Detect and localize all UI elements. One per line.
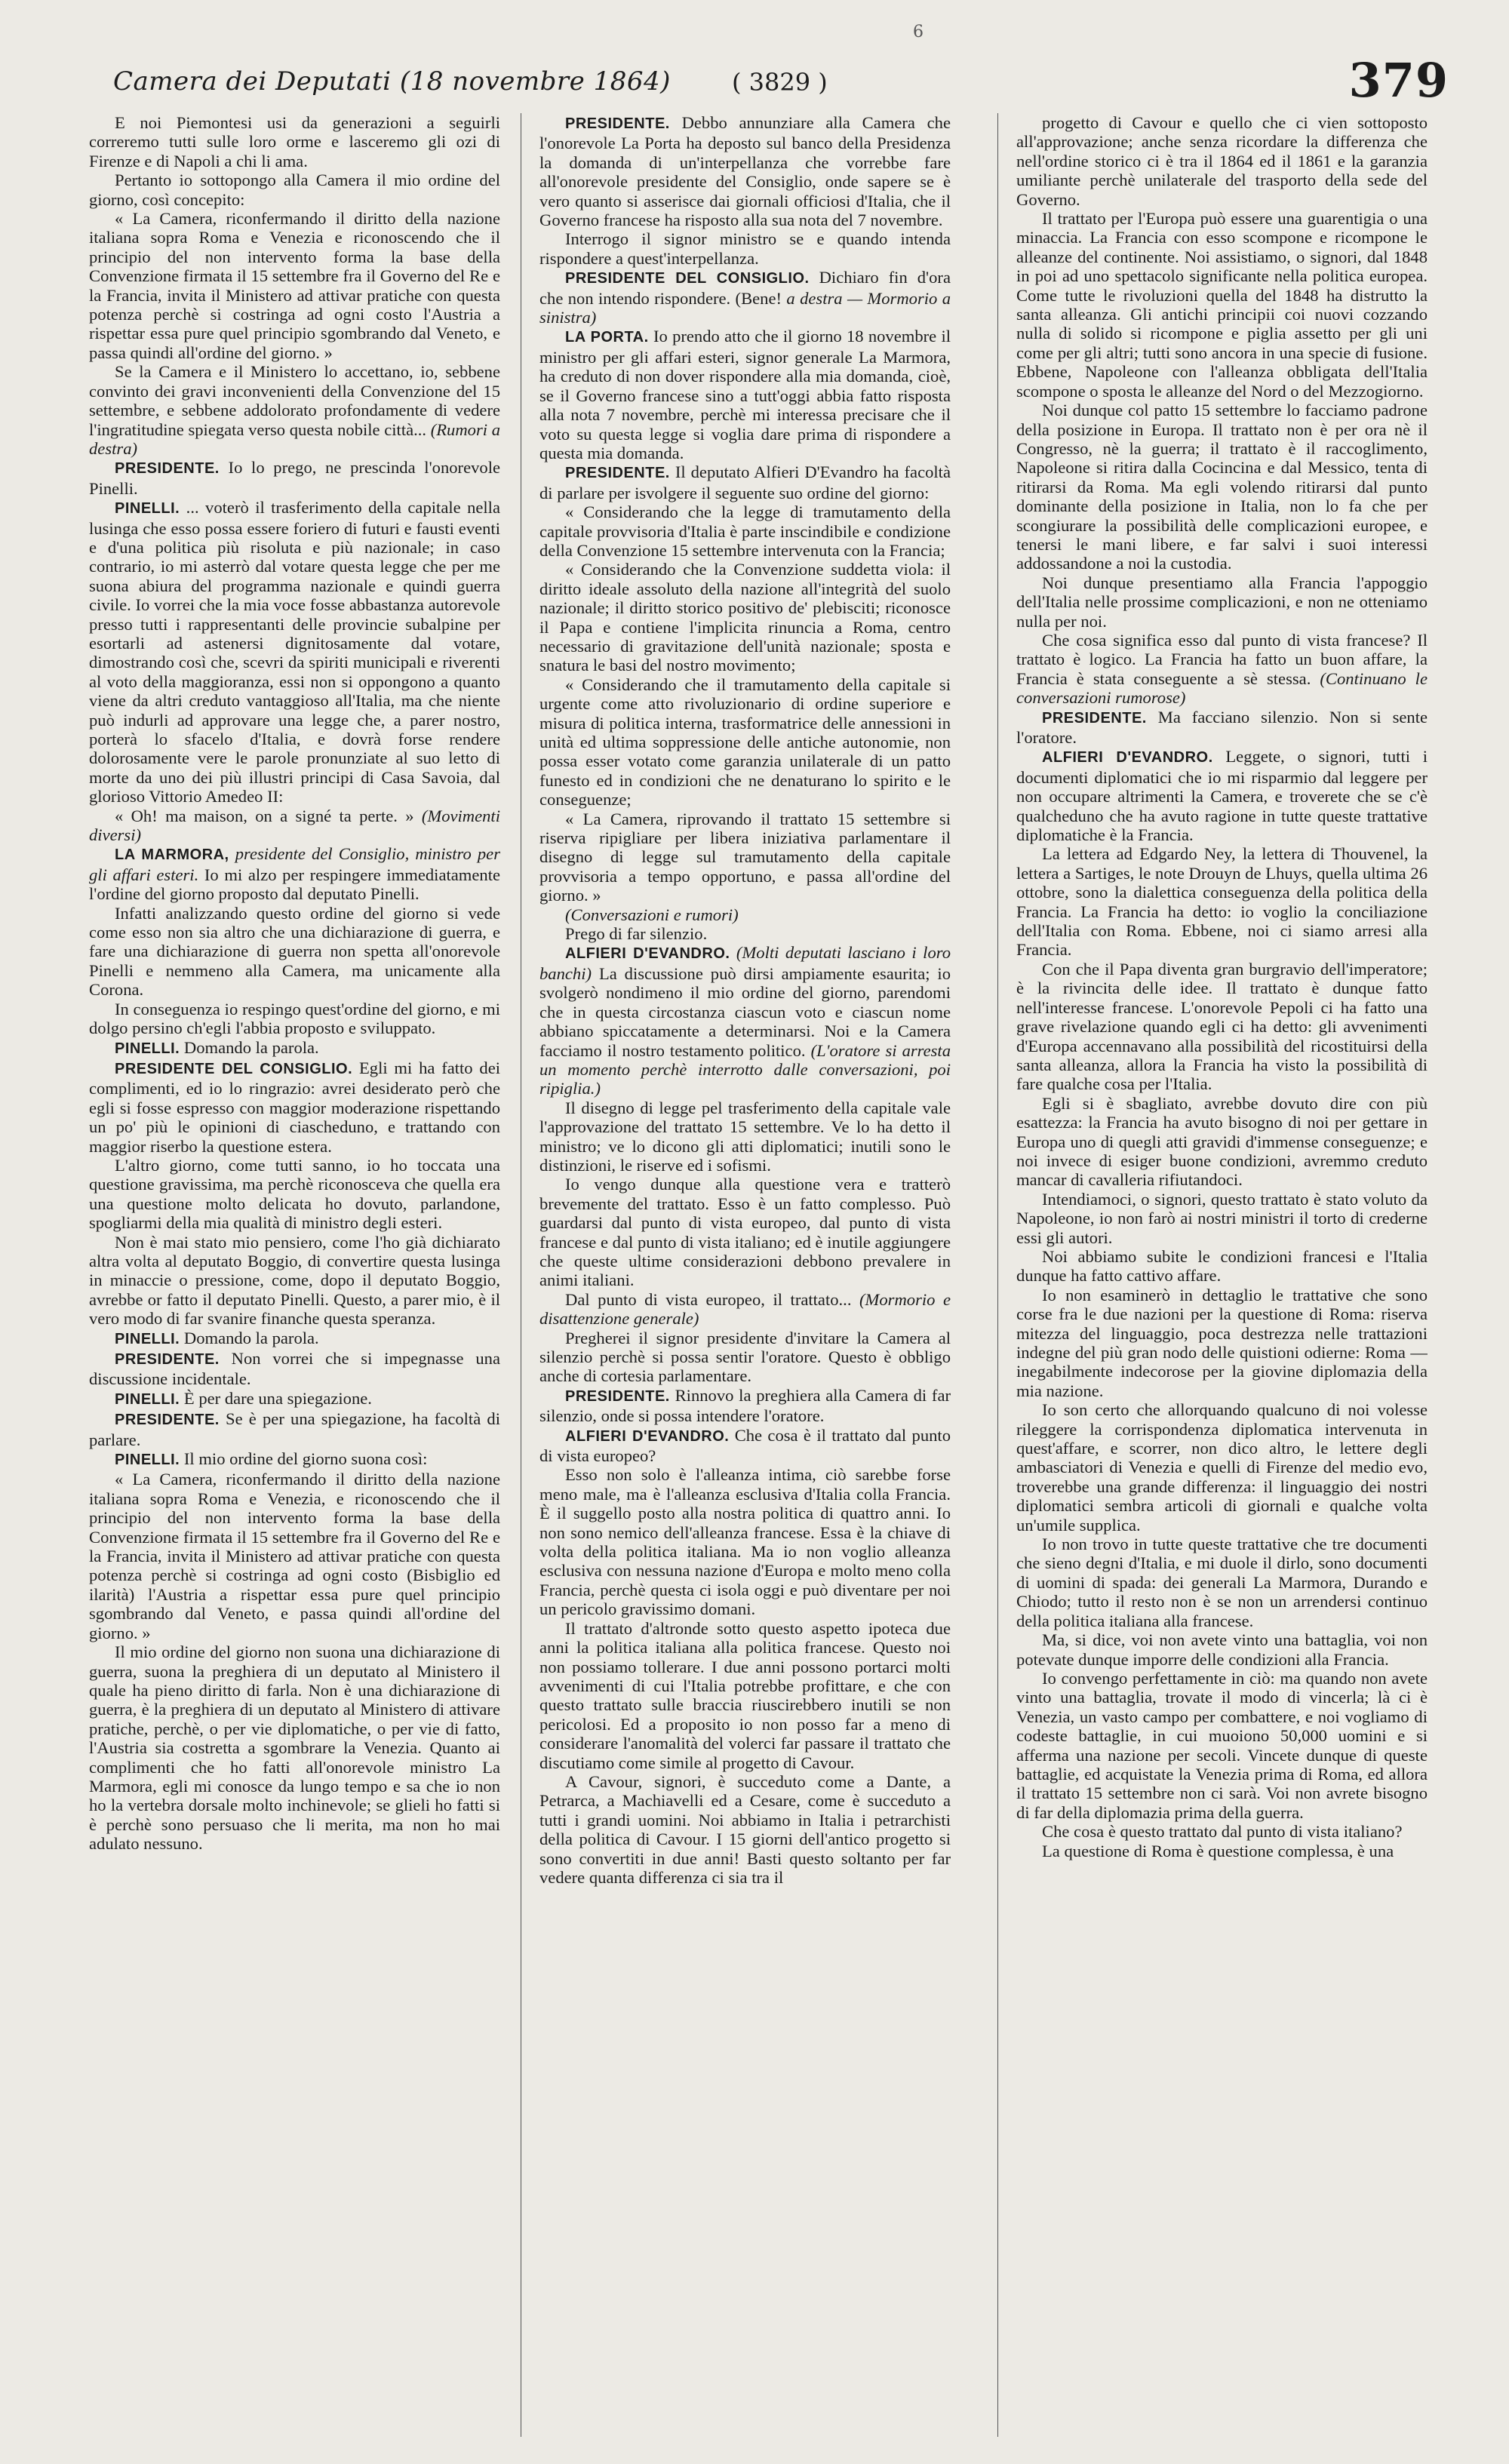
speaker-name: ALFIERI D'EVANDRO.	[565, 945, 730, 963]
paragraph	[539, 1619, 951, 1772]
paragraph-text: Se è per una spiegazione, ha facoltà di parlare.	[89, 1409, 500, 1449]
paragraph-text: Noi dunque presentiamo alla Francia l'appoggio dell'Italia nelle prossime complicazioni, e non ne otteniamo nulla per noi.	[1016, 573, 1428, 631]
paragraph	[539, 560, 951, 674]
paragraph	[1016, 1190, 1428, 1247]
paragraph-text: Dichiaro fin d'ora che non intendo rispondere. (Bene!	[539, 268, 951, 308]
paragraph-text: Io son certo che allorquando qualcuno di noi volesse rileggere la corrispondenza diplomatica intervenuta in quest'affare, e scorrer, non dico altro, le lettere degli ambasciatori di Venezia e quelli di Firenze del medio evo, troverebbe una grande differenza: il linguaggio dei nostri diplomatici sembra articoli di giornali e qualche volta un'umile supplica.	[1016, 1400, 1428, 1535]
paragraph-text: È per dare una spiegazione.	[183, 1388, 372, 1408]
paragraph-text: progetto di Cavour e quello che ci vien sottoposto all'approvazione; anche senza ricordare la differenza che nell'ordine storico ci è tra il 1864 ed il 1861 e la garanzia umiliante perchè unilaterale del trasporto della sede del Governo.	[1016, 113, 1428, 209]
paragraph	[1016, 708, 1428, 748]
paragraph	[89, 171, 500, 209]
speaker-name: ALFIERI D'EVANDRO.	[565, 1427, 730, 1445]
column-divider	[997, 113, 998, 2437]
paragraph	[1016, 1400, 1428, 1535]
speaker-name: PRESIDENTE.	[565, 465, 670, 482]
speaker-role: (Molti deputati lasciano i loro banchi)	[539, 943, 951, 983]
paragraph	[89, 209, 500, 362]
paragraph-text: Il disegno di legge pel trasferimento della capitale vale l'approvazione del trattato 15 settembre. Ve lo ha detto il ministro; ve lo dicono gli atti diplomatici; inutili sono le distinzioni, le riserve ed i sofismi.	[539, 1098, 951, 1175]
paragraph	[89, 806, 500, 845]
paragraph-text: Egli si è sbagliato, avrebbe dovuto dire con più esattezza: la Francia ha avuto bisogno di noi per gettare in Europa uno di quegli atti gravidi d'immense conseguenze; e noi invece di esiger buone condizioni, avremmo creduto mancar di cavalleria rifiutandoci.	[1016, 1093, 1428, 1190]
paragraph-text: Che cosa è questo trattato dal punto di vista italiano?	[1042, 1822, 1403, 1842]
speaker-name: ALFIERI D'EVANDRO.	[1042, 749, 1213, 767]
paragraph	[1016, 113, 1428, 209]
paragraph-text: Con che il Papa diventa gran burgravio dell'imperatore; è la rivincita delle idee. Il trattato è dunque fatto nell'interesse francese. L'onorevole Pepoli ci ha fatto una grave rivelazione quando egli ci ha detto: gli avvenimenti d'Europa accennavano alla possibilità del ricostituirsi della santa alleanza, allora la Francia ha visto la possibilità di fare qualche cosa per l'Italia.	[1016, 959, 1428, 1094]
paragraph-text: Io non trovo in tutte queste trattative che tre documenti che sieno degni d'Italia, e mi duole il dirlo, sono documenti di uomini di spada: dei generali La Marmora, Durando e Chiodo; tutto il resto non è se non un arrendersi continuo della politica italiana alla francese.	[1016, 1535, 1428, 1630]
paragraph	[1016, 1822, 1428, 1841]
paragraph	[539, 1290, 951, 1329]
header-title: Camera dei Deputati (18 novembre 1864)	[113, 66, 671, 97]
paragraph-text: Domando la parola.	[183, 1037, 319, 1057]
paragraph-text: « La Camera, riconfermando il diritto della nazione italiana sopra Roma e Venezia, e riconoscendo che il principio del non intervento forma la base della Convenzione firmata il 15 settembre fra il Governo del Re e la Francia, invita il Ministero ad attivar pratiche con questa potenza perchè si costringa ad ogni costo (Bisbiglio ed ilarità) l'Austria a rispettar essa pure quel principio sgombrando dal Veneto, e passa quindi all'ordine del giorno. »	[89, 1470, 500, 1642]
paragraph	[89, 844, 500, 903]
paragraph-text: Rinnovo la preghiera alla Camera di far silenzio, onde si possa intendere l'oratore.	[539, 1385, 951, 1426]
paragraph-text: Se la Camera e il Ministero lo accettano, io, sebbene convinto dei gravi inconvenienti della Convenzione del 15 settembre, e sebbene addolorato profondamente di vedere l'ingratitudine spiegata verso questa nobile città...	[89, 362, 500, 439]
paragraph	[539, 113, 951, 229]
paragraph-text: Il mio ordine del giorno non suona una dichiarazione di guerra, suona la preghiera di un deputato al Ministero il quale ha pieno diritto di farla. Non è una dichiarazione di guerra, è la preghiera di un deputato al Ministero di attivare pratiche, perchè, o per vie diplomatiche, o per vie di fatto, l'Austria sia costretta a sgombrare la Venezia. Quanto ai complimenti che ho fatti all'onorevole ministro La Marmora, egli mi conosce da lungo tempo e sa che io non ho la vertebra dorsale molto inchinevole; se glieli ho fatti si è perchè sono persuaso che li merita, ma non ho mai adulato nessuno.	[89, 1642, 500, 1854]
paragraph-text: Il trattato per l'Europa può essere una guarentigia o una minaccia. La Francia con esso scompone e ricompone le alleanze del continente. Noi assistiamo, o signori, dal 1848 in poi ad uno spettacolo significante nella politica europea. Come tutte le rivoluzioni quella del 1848 ha distrutto la santa alleanza. Gli antichi principii coi nuovi cozzando nulla di solido si ricompone e piglia assetto per gli uni come per gli altri; tutti sono ancora in una specie di fusione. Ebbene, Napoleone con l'alleanza obbligata dell'Italia scompone o sposta le alleanze del Nord o del Mezzogiorno.	[1016, 209, 1428, 401]
speaker-name: PRESIDENTE.	[115, 1351, 220, 1368]
paragraph	[89, 113, 500, 171]
paragraph-text: Io prendo atto che il giorno 18 novembre il ministro per gli affari esteri, signor generale La Marmora, ha creduto di non dover rispondere alla mia domanda, cioè, se il Governo francese sino a tutt'oggi abbia fatto risposta alla nota 7 novembre, perchè mi interessa precisare che il voto su questa legge si voglia dare prima di rispondere a questa mia domanda.	[539, 327, 951, 462]
paragraph-text: ... voterò il trasferimento della capitale nella lusinga che esso possa essere foriero di futuri e fausti eventi e d'una politica più risoluta e più nazionale; in caso contrario, io mi asterrò dal votare questa legge che per me suona abiura del programma nazionale e quindi guerra civile. Io vorrei che la mia voce fosse abbastanza autorevole presso tutti i rappresentanti delle provincie subalpine per esortarli ad astenersi dignitosamente dal votare, dimostrando così che, scevri da spiriti municipali e riverenti al voto della maggioranza, essi non si oppongono a quanto viene da altri creduto vantaggioso all'Italia, ma che niente può indurli ad approvare una legge che, a parer nostro, porterà lo sfacelo d'Italia, e dovrà forse rendere dolorosamente vere le parole pronunziate al suo letto di morte da uno dei più illustri principi di Casa Savoia, dal glorioso Vittorio Amedeo II:	[89, 498, 500, 806]
stage-direction: a destra — Mormorio a sinistra)	[539, 288, 951, 327]
paragraph	[89, 1000, 500, 1038]
paragraph-text: Io convengo perfettamente in ciò: ma quando non avete vinto una battaglia, trovate il modo di vincerla; là ci è Venezia, un vasto campo per combattere, e noi vogliamo di codeste battaglie, in cui muoiono 50,000 uomini e si afferma una nazione per secoli. Vincete dunque di queste battaglie, ed acquistate la Venezia prima di Roma, ed allora il trattato 15 settembre non ci sarà. Voi non avrete bisogno di far della diplomazia prima della guerra.	[1016, 1668, 1428, 1822]
paragraph	[539, 1329, 951, 1386]
paragraph	[539, 675, 951, 810]
paragraph-text: Intendiamoci, o signori, questo trattato è stato voluto da Napoleone, io non farò ai nostri ministri il torto di crederne essi gli autori.	[1016, 1189, 1428, 1247]
paragraph	[89, 1156, 500, 1233]
paragraph-text: Prego di far silenzio.	[565, 924, 708, 944]
paragraph	[539, 1426, 951, 1466]
speaker-name: PRESIDENTE.	[565, 115, 670, 132]
paragraph	[539, 268, 951, 327]
text-column-1	[89, 113, 500, 2444]
paragraph-text: Esso non solo è l'alleanza intima, ciò sarebbe forse meno male, ma è l'alleanza esclusiva d'Italia colla Francia. È il suggello posto alla nostra politica di quattro anni. Io non sono nemico dell'alleanza francese. Essa è la chiave di volta della politica italiana. Ma io non voglio alleanza esclusiva con nessuna nazione d'Europa e molto meno colla Francia, perchè questa ci isola oggi e può diventare per noi un pericolo gravissimo domani.	[539, 1465, 951, 1619]
paragraph-text: Pregherei il signor presidente d'invitare la Camera al silenzio perchè si possa sentir l'oratore. Questo è obbligo anche di cortesia parlamentare.	[539, 1328, 951, 1386]
paragraph	[89, 1470, 500, 1642]
paragraph	[89, 1349, 500, 1389]
paragraph-text: Il trattato d'altronde sotto questo aspetto ipoteca due anni la politica italiana alla politica francese. Questo noi non possiamo tollerare. I due anni possono portarci molti avvenimenti di cui l'Italia potrebbe profittare, e che con questo trattato sulle braccia riuscirebbero inutili se non pericolosi. Ed a proposito io non posso far a meno di considerare l'anomalità del volerci far passare il trattato che discutiamo come simile al progetto di Cavour.	[539, 1618, 951, 1772]
paragraph	[1016, 1286, 1428, 1400]
paragraph-text: Il deputato Alfieri D'Evandro ha facoltà di parlare per isvolgere il seguente suo ordine del giorno:	[539, 462, 951, 502]
paragraph	[89, 1233, 500, 1329]
paragraph	[1016, 631, 1428, 708]
paragraph-text: Leggete, o signori, tutti i documenti diplomatici che io mi risparmio dal leggere per non occupare altrimenti la Camera, e troverete che se c'è qualcheduno che ha avuto ragione in tutte queste trattative diplomatiche è la Francia.	[1016, 747, 1428, 845]
paragraph-text: A Cavour, signori, è succeduto come a Dante, a Petrarca, a Machiavelli ed a Cesare, come è succeduto a tutti i grandi uomini. Noi abbiamo in Italia i petrarchisti della politica di Cavour. I 15 giorni dell'antico progetto si sono convertiti in due anni! Basti questo soltanto per far vedere quanta differenza ci sia tra il	[539, 1771, 951, 1887]
speaker-name: PINELLI.	[115, 1040, 180, 1057]
paragraph-text: Noi dunque col patto 15 settembre lo facciamo padrone della posizione in Europa. Il trattato non è per ora nè il Congresso, nè la guerra; il trattato è il raccoglimento, Napoleone si ritira dalla Cocincina e dal Messico, tenta di ritirarsi da Roma. Ma egli volendo ritirarsi dal punto dominante della posizione in Italia, non lo fa che per scongiurare la possibilità delle complicazioni europee, e tenersi le mani libere, e far salvi i suoi interessi addossandone a noi la custodia.	[1016, 401, 1428, 573]
paragraph-text: Che cosa significa esso dal punto di vista francese? Il trattato è logico. La Francia ha fatto un buon affare, la Francia è stata conseguente a sè stessa.	[1016, 630, 1428, 688]
speaker-name: PRESIDENTE.	[565, 1387, 670, 1405]
speaker-role: presidente del Consiglio, ministro per gli affari esteri.	[89, 844, 500, 884]
text-column-2	[539, 113, 951, 2444]
paragraph-text: « Considerando che il tramutamento della capitale si urgente come atto rivoluzionario di ordine superiore e misura di politica interna, trasformatrice delle annessioni in unità ed ultima soppressione delle antiche autonomie, non possa esser votato come garanzia unilaterale di un patto funesto ed in condizioni che ne denaturano lo spirito e le conseguenze;	[539, 674, 951, 810]
paragraph	[539, 1175, 951, 1289]
paragraph	[1016, 1535, 1428, 1630]
speaker-name: PINELLI.	[115, 1330, 180, 1347]
paragraph	[89, 1642, 500, 1853]
paragraph	[1016, 1842, 1428, 1860]
paragraph	[1016, 209, 1428, 401]
paragraph-text: Domando la parola.	[183, 1328, 319, 1347]
paragraph-text: Che cosa è il trattato dal punto di vista europeo?	[539, 1425, 951, 1466]
paragraph-text: Pertanto io sottopongo alla Camera il mio ordine del giorno, così concepito:	[89, 171, 500, 209]
paragraph-text: « Oh! ma maison, on a signé ta perte. »	[115, 806, 422, 825]
stage-direction: (Rumori a destra)	[89, 419, 500, 458]
paragraph	[89, 1449, 500, 1470]
paragraph	[539, 1386, 951, 1426]
speaker-name: PINELLI.	[115, 1390, 180, 1408]
paragraph-text: Io vengo dunque alla questione vera e tratterò brevemente del trattato. Esso è un fatto complesso. Può guardarsi dal punto di vista europeo, dal punto di vista francese e dal punto di vista italiano; ed è inutile aggiungere che queste ultime considerazioni debbono prevalere in animi italiani.	[539, 1175, 951, 1290]
page-header	[113, 53, 1456, 108]
paragraph-text: « Considerando che la legge di tramutamento della capitale provvisoria d'Italia è parte inscindibile e condizione della Convenzione 15 settembre intervenuta con la Francia;	[539, 502, 951, 560]
paragraph	[1016, 1094, 1428, 1190]
paragraph-text: « La Camera, riprovando il trattato 15 settembre si riserva ripigliare per libera iniziativa parlamentare il disegno di legge sul tramutamento della capitale provvisoria a tempo opportuno, e passa all'ordine del giorno. »	[539, 809, 951, 905]
paragraph	[539, 1098, 951, 1175]
paragraph	[539, 810, 951, 905]
paragraph-text: La discussione può dirsi ampiamente esaurita; io svolgerò nondimeno il mio ordine del giorno, parendomi che in questa circostanza ciascun voto e ciascun nome abbiano spiccatamente a determinarsi. Noi e la Camera facciamo il nostro testamento politico.	[539, 963, 951, 1060]
paragraph	[89, 498, 500, 806]
paragraph	[539, 943, 951, 1098]
paragraph	[89, 1409, 500, 1449]
paragraph	[1016, 844, 1428, 959]
paragraph	[539, 924, 951, 943]
paragraph	[1016, 401, 1428, 573]
paragraph	[89, 1038, 500, 1058]
speaker-name: PRESIDENTE DEL CONSIGLIO.	[565, 270, 810, 287]
speaker-name: PRESIDENTE.	[115, 1412, 220, 1429]
paragraph-text: Io lo prego, ne prescinda l'onorevole Pinelli.	[89, 458, 500, 498]
paragraph-text: E noi Piemontesi usi da generazioni a seguirli correremo tutti sulle loro orme e lasceremo gli ozi di Firenze e di Napoli a chi li ama.	[89, 113, 500, 171]
paragraph-text: La lettera ad Edgardo Ney, la lettera di Thouvenel, la lettera a Sartiges, le note Drouyn de Lhuys, quella ultima 26 ottobre, sono la dialettica conseguenza della politica della Francia. La Francia ha detto: io voglio la conciliazione dell'Italia con Roma. Ebbene, noi ci siamo arresi alla Francia.	[1016, 844, 1428, 960]
page-number: 379	[1348, 53, 1449, 108]
paragraph	[539, 462, 951, 502]
speaker-name: PRESIDENTE.	[115, 460, 220, 478]
paragraph	[1016, 747, 1428, 844]
paragraph	[1016, 1630, 1428, 1669]
paragraph-text: Io mi alzo per respingere immediatamente l'ordine del giorno proposto dal deputato Pinelli.	[89, 865, 500, 904]
speaker-name: PRESIDENTE DEL CONSIGLIO.	[115, 1060, 353, 1077]
paragraph	[89, 1058, 500, 1156]
paragraph	[539, 1465, 951, 1618]
stage-direction: (Mormorio e disattenzione generale)	[539, 1289, 951, 1329]
paragraph-text: Non è mai stato mio pensiero, come l'ho già dichiarato altra volta al deputato Boggio, di convertire questa lusinga in minaccie o pressione, come, dopo il deputato Boggio, avrebbe or fatto il deputato Pinelli. Questo, a parer mio, è il vero modo di far svanire finanche questa speranza.	[89, 1232, 500, 1329]
paragraph-text: Debbo annunziare alla Camera che l'onorevole La Porta ha deposto sul banco della Presidenza la domanda di un'interpellanza che vorrebbe fare all'onorevole presidente del Consiglio, onde sapere se è vero quanto si asserisce dai giornali officiosi d'Italia, che il Governo francese ha risposto alla sua nota del 7 novembre.	[539, 113, 951, 230]
paragraph	[89, 458, 500, 498]
paragraph-text: Interrogo il signor ministro se e quando intenda rispondere a quest'interpellanza.	[539, 229, 951, 268]
stage-direction: (Conversazioni e rumori)	[565, 905, 739, 924]
paragraph	[1016, 1669, 1428, 1822]
header-page-ref: ( 3829 )	[732, 68, 828, 97]
paragraph	[1016, 573, 1428, 631]
paragraph-text: « Considerando che la Convenzione suddetta viola: il diritto ideale assoluto della nazione all'integrità del suolo nazionale; il diritto storico positivo de' plebisciti; riconosce il Papa e contiene l'implicita rinuncia a Roma, centro necessario di gravitazione dell'unità nazionale; sposta e snatura le basi del nostro movimento;	[539, 560, 951, 675]
paragraph	[89, 904, 500, 1000]
speaker-name: PINELLI.	[115, 500, 180, 518]
stage-direction: (L'oratore si arresta un momento perchè interrotto dalle conversazioni, poi ripiglia.)	[539, 1040, 951, 1098]
stage-direction: (Movimenti diversi)	[89, 806, 500, 845]
paragraph-text: Dal punto di vista europeo, il trattato...	[565, 1289, 860, 1309]
stage-direction: (Continuano le conversazioni rumorose)	[1016, 668, 1428, 708]
paragraph-text: Non vorrei che si impegnasse una discussione incidentale.	[89, 1349, 500, 1389]
paragraph-text: « La Camera, riconfermando il diritto della nazione italiana sopra Roma e Venezia e riconoscendo che il principio del non intervento forma la base della Convenzione firmata il 15 settembre fra il Governo del Re e la Francia, invita il Ministero ad attivar pratiche con questa potenza perchè si costringa ad ogni costo l'Austria a rispettar essa pure quel principio sgombrando dal Veneto, e passa quindi all'ordine del giorno. »	[89, 209, 500, 362]
paragraph	[1016, 960, 1428, 1094]
paragraph-text: Ma, si dice, voi non avete vinto una battaglia, voi non potevate dunque imporre delle condizioni alla Francia.	[1016, 1630, 1428, 1669]
paragraph	[539, 502, 951, 560]
paragraph-text: L'altro giorno, come tutti sanno, io ho toccata una questione gravissima, ma perchè riconosceva che quella era una questione molto delicata ho dovuto, parlandone, spogliarmi della mia qualità di ministro degli esteri.	[89, 1155, 500, 1233]
paragraph-text: Il mio ordine del giorno suona così:	[183, 1449, 428, 1469]
paragraph	[89, 1329, 500, 1349]
paragraph-text: Ma facciano silenzio. Non si sente l'oratore.	[1016, 707, 1428, 747]
paragraph-text: Noi abbiamo subite le condizioni francesi e l'Italia dunque ha fatto cattivo affare.	[1016, 1246, 1428, 1286]
speaker-name: LA PORTA.	[565, 329, 649, 346]
paragraph-text: Infatti analizzando questo ordine del giorno si vede come esso non sia altro che una dichiarazione di guerra, e fare una dichiarazione di guerra non spetta all'onorevole Pinelli e nemmeno alla Camera, ma unicamente alla Corona.	[89, 903, 500, 1000]
paragraph	[539, 327, 951, 462]
paragraph-text: Io non esaminerò in dettaglio le trattative che sono corse fra le due nazioni per la questione di Roma: riserva mitezza del linguaggio, poca destrezza nelle trattazioni indegne del più gran nodo delle quistioni odierne: Roma — inegabilmente indecorose per la giovine diplomazia della mia nazione.	[1016, 1285, 1428, 1400]
paragraph-text: In conseguenza io respingo quest'ordine del giorno, e mi dolgo persino ch'egli l'abbia proposto e sviluppato.	[89, 999, 500, 1038]
paragraph-text: Egli mi ha fatto dei complimenti, ed io lo ringrazio: avrei desiderato però che egli si fosse espresso con maggior moderazione rispettando un po' più le opinioni di ciascheduno, e trattando con maggior riserbo la questione estera.	[89, 1058, 500, 1156]
paragraph	[89, 1389, 500, 1409]
text-column-3	[1016, 113, 1428, 2444]
paragraph	[89, 362, 500, 458]
paragraph	[539, 1772, 951, 1887]
paragraph	[1016, 1247, 1428, 1286]
speaker-name: PRESIDENTE.	[1042, 709, 1147, 727]
paragraph	[539, 229, 951, 268]
speaker-name: LA MARMORA,	[115, 846, 229, 864]
speaker-name: PINELLI.	[115, 1452, 180, 1469]
paragraph	[539, 905, 951, 924]
paragraph-text: La questione di Roma è questione complessa, è una	[1042, 1841, 1394, 1860]
corner-mark: 6	[913, 23, 924, 41]
